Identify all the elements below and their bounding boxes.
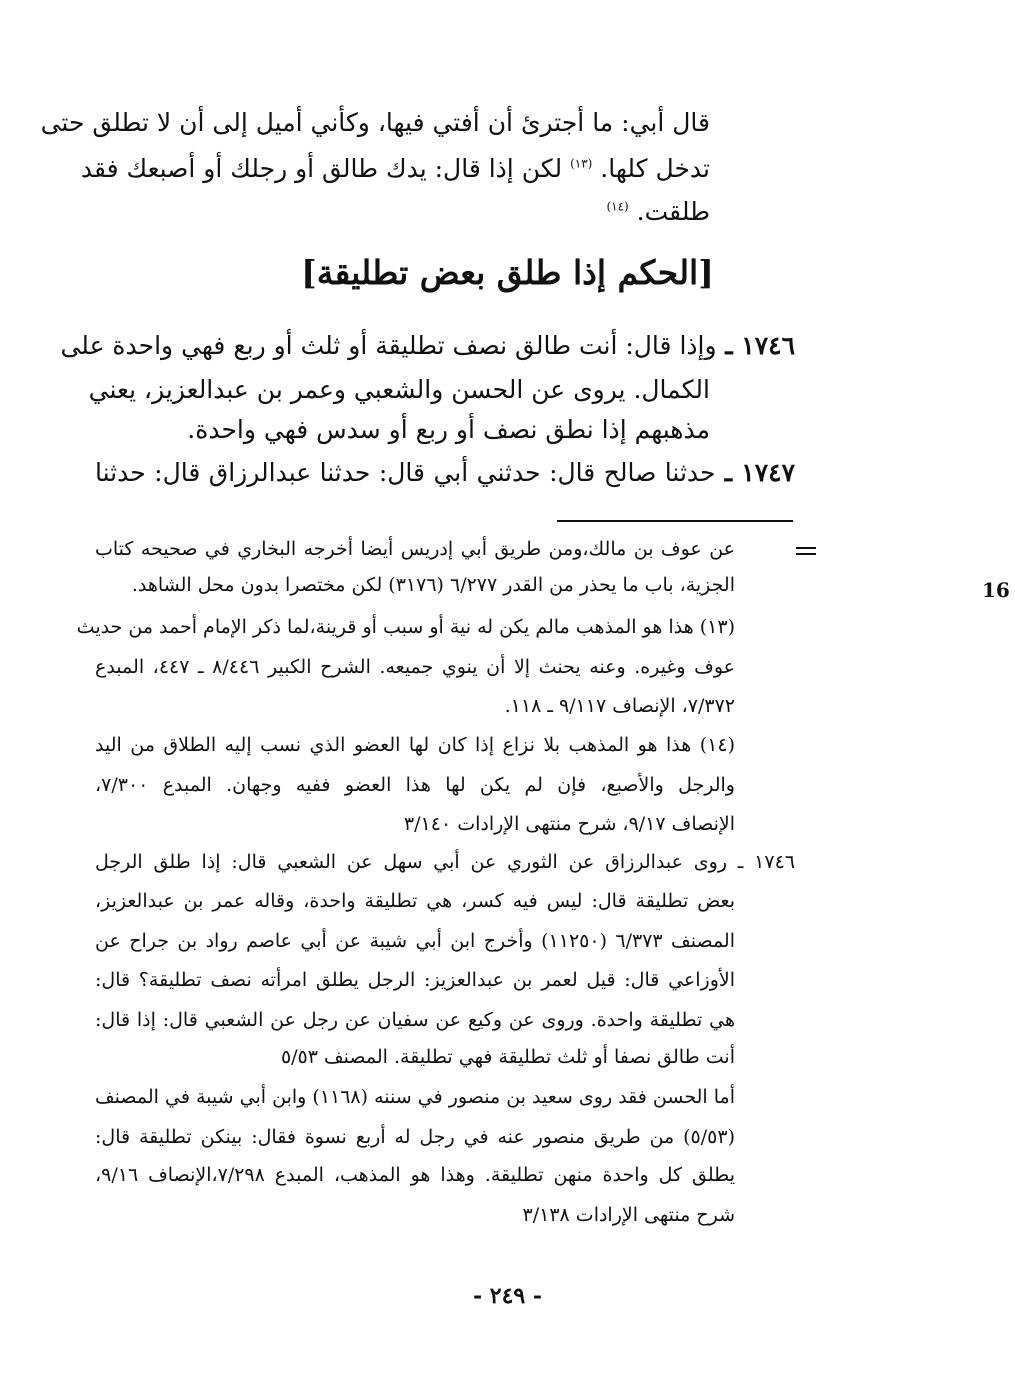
text-line xyxy=(40,108,710,137)
numbered-item-1746 xyxy=(60,331,795,360)
item-number: ١٧٤٧ ـ xyxy=(715,458,795,487)
footnote-1746-line: يطلق كل واحدة منهن تطليقة. وهذا هو المذهب، المبدع ٧/٢٩٨،الإنصاف ٩/١٦، xyxy=(95,1164,735,1186)
continuation-mark xyxy=(796,547,816,559)
text-span: وإذا قال: أنت طالق نصف تطليقة أو ثلث أو ربع فهي واحدة على xyxy=(60,331,717,360)
footnote-1746-line: أما الحسن فقد روى سعيد بن منصور في سننه (١١٦٨) وابن أبي شيبة في المصنف xyxy=(95,1086,735,1108)
footnote-line: عن عوف بن مالك،ومن طريق أبي إدريس أيضا أخرجه البخاري في صحيحه كتاب xyxy=(95,538,735,560)
text-span: تدخل كلها. xyxy=(592,154,710,183)
footnote-14-line: (١٤) هذا هو المذهب بلا نزاع إذا كان لها العضو الذي نسب إليه الطلاق من اليد xyxy=(95,734,735,756)
side-page-number: 16 xyxy=(982,578,1010,602)
text-line xyxy=(88,375,710,404)
text-span: طلقت. xyxy=(636,197,710,226)
text-span: مذهبهم إذا نطق نصف أو ربع أو سدس فهي واحدة. xyxy=(187,415,710,444)
footnote-14-line: والرجل والأصبع، فإن لم يكن لها هذا العضو ففيه وجهان. المبدع ٧/٣٠٠، xyxy=(95,774,735,796)
footnote-1746-line: (٥/٥٣) من طريق منصور عنه في رجل له أربع نسوة فقال: بينكن تطليقة قال: xyxy=(95,1126,735,1148)
footnote-1746-line: هي تطليقة واحدة. وروى عن وكيع عن سفيان عن رجل عن الشعبي قال: إذا قال: xyxy=(95,1009,735,1031)
text-span: الكمال. يروى عن الحسن والشعبي وعمر بن عبدالعزيز، يعني xyxy=(88,375,710,404)
footnote-14-line: الإنصاف ٩/١٧، شرح منتهى الإرادات ٣/١٤٠ xyxy=(403,813,735,835)
footnote-ref[interactable]: (١٣) xyxy=(570,156,593,171)
footnote-separator xyxy=(557,520,793,522)
text-span: لكن إذا قال: يدك طالق أو رجلك أو أصبعك فقد xyxy=(80,154,571,183)
footnote-1746-line: بعض تطليقة قال: ليس فيه كسر، هي تطليقة واحدة، وقاله عمر بن عبدالعزيز، xyxy=(95,890,735,912)
text-span: حدثنا صالح قال: حدثني أبي قال: حدثنا عبدالرزاق قال: حدثنا xyxy=(95,458,716,487)
footnote-line: الجزية، باب ما يحذر من القدر ٦/٢٧٧ (٣١٧٦) لكن مختصرا بدون محل الشاهد. xyxy=(131,574,735,596)
page-number: - ٢٤٩ - xyxy=(472,1283,543,1309)
footnote-13-line: عوف وغيره. وعنه يحنث إلا أن ينوي جميعه. الشرح الكبير ٨/٤٤٦ ـ ٤٤٧، المبدع xyxy=(95,656,735,678)
footnote-1746-line: شرح منتهى الإرادات ٣/١٣٨ xyxy=(522,1204,735,1226)
footnote-1746-line: أنت طالق نصفا أو ثلث تطليقة فهي تطليقة. المصنف ٥/٥٣ xyxy=(280,1046,735,1068)
footnote-1746-line: المصنف ٦/٣٧٣ (١١٢٥٠) وأخرج ابن أبي شيبة عن أبي عاصم رواد بن جراح عن xyxy=(95,930,735,952)
footnote-13-line: (١٣) هذا هو المذهب مالم يكن له نية أو سبب أو قرينة،لما ذكر الإمام أحمد من حديث xyxy=(76,616,735,638)
section-title: [الحكم إذا طلق بعض تطليقة] xyxy=(301,253,714,292)
text-line xyxy=(80,154,710,183)
footnote-13-line: ٧/٣٧٢، الإنصاف ٩/١١٧ ـ ١١٨. xyxy=(504,695,735,717)
footnote-ref[interactable]: (١٤) xyxy=(606,199,629,214)
item-number: ١٧٤٦ ـ xyxy=(716,331,795,360)
footnote-1746-line: الأوزاعي قال: قيل لعمر بن عبدالعزيز: الرجل يطلق امرأته نصف تطليقة؟ قال: xyxy=(95,969,735,991)
text-span: قال أبي: ما أجترئ أن أفتي فيها، وكأني أميل إلى أن لا تطلق حتى xyxy=(40,108,710,137)
footnote-1746-line: ١٧٤٦ ـ روى عبدالرزاق عن الثوري عن أبي سهل عن الشعبي قال: إذا طلق الرجل xyxy=(95,851,795,873)
numbered-item-1747 xyxy=(95,458,795,487)
text-line xyxy=(187,415,710,444)
text-line xyxy=(95,197,710,226)
